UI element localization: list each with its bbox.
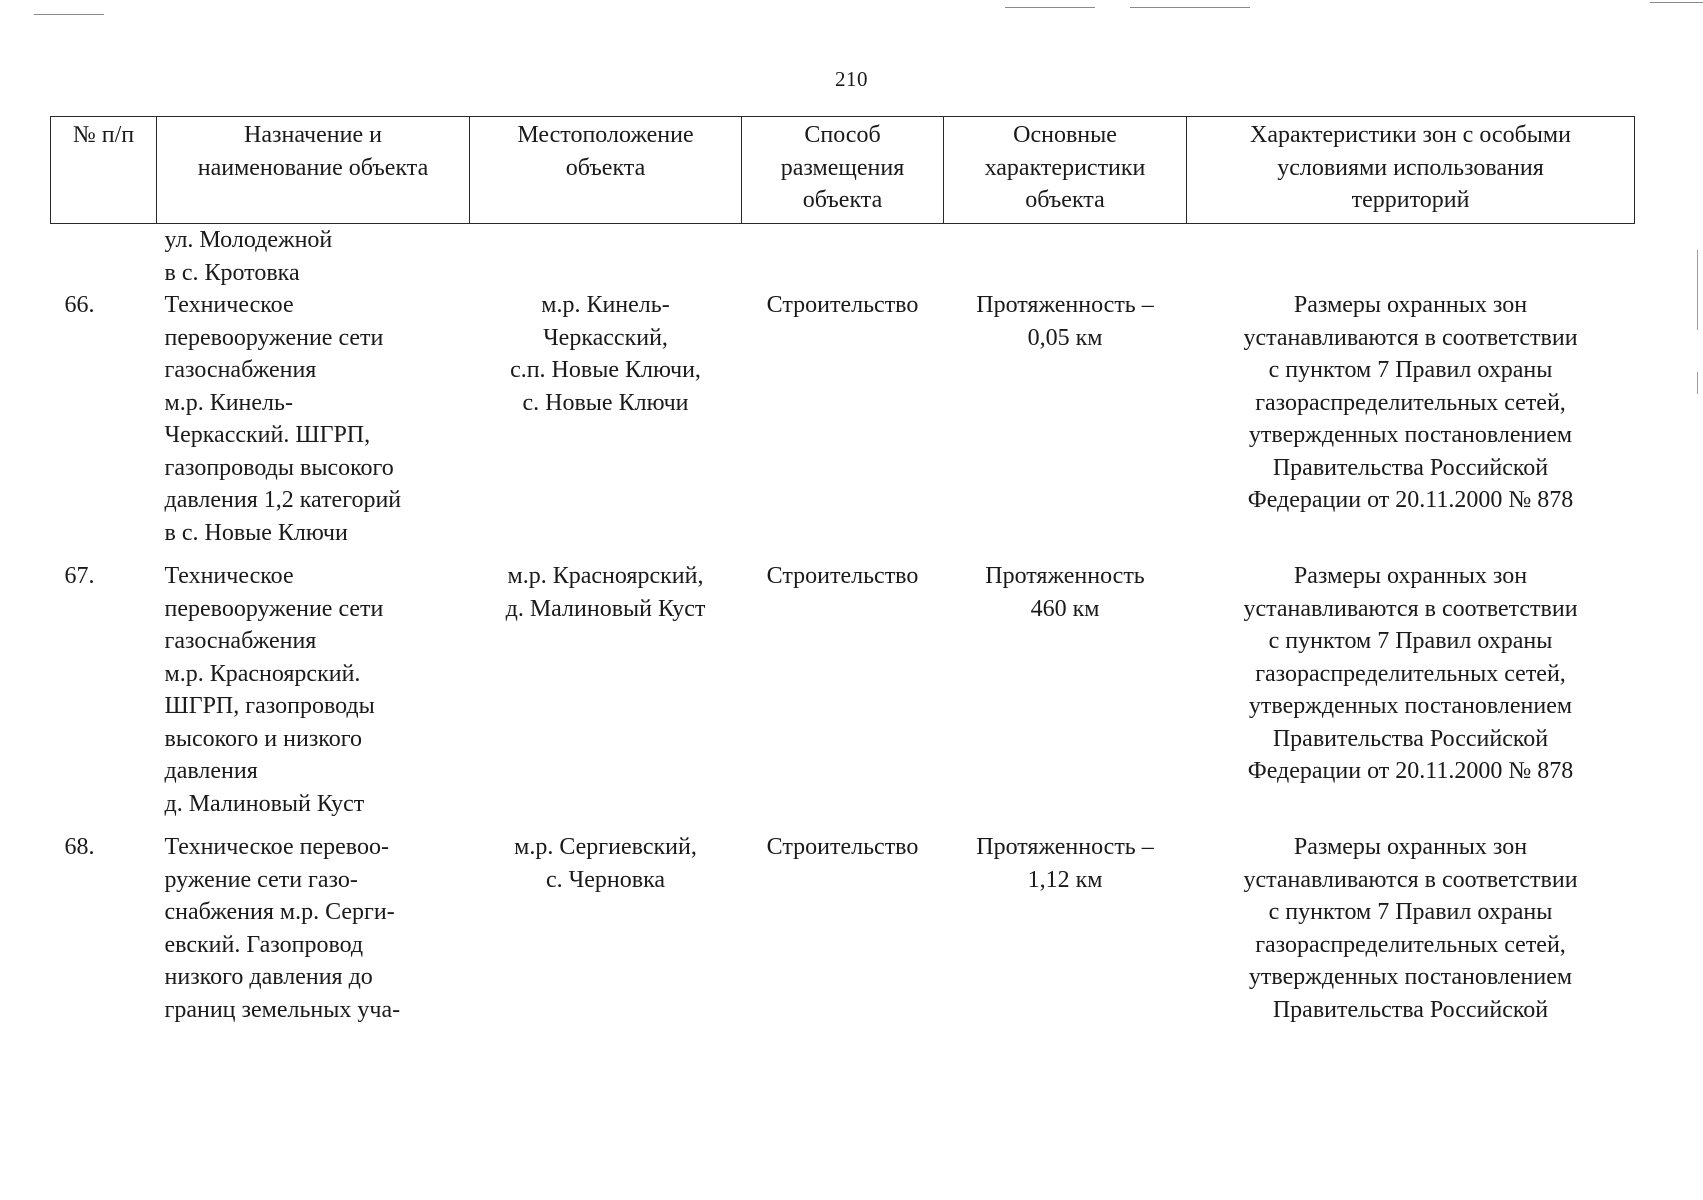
text-line: утвержденных постановлением bbox=[1248, 422, 1573, 448]
text-line: утвержденных постановлением bbox=[1248, 964, 1573, 990]
header-num: № п/п bbox=[51, 117, 157, 224]
text-line: с.п. Новые Ключи, bbox=[510, 357, 701, 383]
text-line: устанавливаются в соответствии bbox=[1243, 866, 1578, 893]
text-line: Размеры охранных зон bbox=[1293, 834, 1528, 860]
cell-method bbox=[742, 289, 944, 560]
text-line: объекта bbox=[802, 187, 883, 213]
cell-name bbox=[157, 831, 470, 1037]
text-line: территорий bbox=[1351, 187, 1470, 213]
cell-num: 66. bbox=[64, 292, 95, 318]
text-line: перевооружение сети bbox=[164, 324, 384, 351]
text-line: с пунктом 7 Правил охраны bbox=[1268, 899, 1553, 925]
text-line: д. Малиновый Куст bbox=[505, 595, 706, 622]
text-line: Техническое bbox=[164, 563, 294, 589]
text-line: размещения bbox=[780, 154, 905, 181]
text-line: устанавливаются в соответствии bbox=[1243, 595, 1578, 622]
text-line: газопроводы высокого bbox=[164, 454, 394, 481]
text-line: утвержденных постановлением bbox=[1248, 693, 1573, 719]
cell-name bbox=[157, 560, 470, 831]
text-line: м.р. Красноярский, bbox=[507, 563, 704, 589]
text-line: устанавливаются в соответствии bbox=[1243, 324, 1578, 351]
cell-method bbox=[742, 831, 944, 1037]
text-line: объекта bbox=[565, 154, 646, 181]
scan-artifact-top-left bbox=[34, 14, 104, 15]
text-line: в с. Кротовка bbox=[164, 259, 300, 286]
text-line: перевооружение сети bbox=[164, 595, 384, 622]
text-line: д. Малиновый Куст bbox=[164, 790, 365, 817]
text-line: Черкасский. ШГРП, bbox=[164, 422, 371, 448]
cell-num bbox=[51, 224, 157, 290]
scan-artifact-top-center-2 bbox=[1130, 7, 1250, 8]
table-row bbox=[51, 831, 1635, 1037]
header-name bbox=[157, 117, 470, 224]
cell-zones bbox=[1187, 224, 1635, 290]
text-line: снабжения м.р. Серги- bbox=[164, 899, 395, 925]
cell-location bbox=[470, 560, 742, 831]
text-line: объекта bbox=[1025, 187, 1105, 213]
text-line: Размеры охранных зон bbox=[1293, 292, 1528, 318]
text-line: Правительства Российской bbox=[1272, 996, 1549, 1023]
cell-zones bbox=[1187, 831, 1635, 1037]
text-line: ул. Молодежной bbox=[164, 227, 333, 253]
text-line: Строительство bbox=[766, 292, 919, 318]
cell-num: 67. bbox=[64, 563, 95, 589]
text-line: с пунктом 7 Правил охраны bbox=[1268, 357, 1553, 383]
text-line: Протяженность bbox=[985, 563, 1145, 589]
table-row bbox=[51, 289, 1635, 560]
text-line: газораспределительных сетей, bbox=[1255, 660, 1566, 687]
text-line: низкого давления до bbox=[164, 964, 373, 990]
scan-artifact-right-edge bbox=[1697, 250, 1698, 330]
text-line: ШГРП, газопроводы bbox=[164, 693, 375, 719]
header-location bbox=[470, 117, 742, 224]
text-line: Протяженность – bbox=[976, 292, 1154, 318]
text-line: м.р. Кинель- bbox=[541, 292, 670, 318]
text-line: 460 км bbox=[1030, 595, 1100, 622]
text-line: в с. Новые Ключи bbox=[164, 519, 348, 546]
text-line: Строительство bbox=[766, 563, 919, 589]
text-line: Строительство bbox=[766, 834, 919, 860]
text-line: Характеристики зон с особыми bbox=[1250, 122, 1571, 148]
text-line: Правительства Российской bbox=[1272, 725, 1549, 752]
cell-zones bbox=[1187, 289, 1635, 560]
text-line: Назначение и bbox=[244, 122, 382, 148]
text-line: газоснабжения bbox=[164, 357, 317, 383]
header-method bbox=[742, 117, 944, 224]
cell-characteristics bbox=[944, 560, 1187, 831]
text-line: Протяженность – bbox=[976, 834, 1154, 860]
text-line: условиями использования bbox=[1277, 154, 1544, 181]
text-line: м.р. Красноярский. bbox=[164, 660, 361, 687]
objects-table bbox=[50, 116, 1635, 1037]
text-line: газораспределительных сетей, bbox=[1255, 389, 1566, 416]
header-characteristics bbox=[944, 117, 1187, 224]
cell-zones bbox=[1187, 560, 1635, 831]
text-line: давления 1,2 категорий bbox=[164, 487, 402, 513]
cell-location bbox=[470, 831, 742, 1037]
table-row-continuation bbox=[51, 224, 1635, 290]
table-header-row bbox=[51, 117, 1635, 224]
table-row bbox=[51, 560, 1635, 831]
page-number: 210 bbox=[835, 67, 868, 91]
text-line: газораспределительных сетей, bbox=[1255, 931, 1566, 958]
text-line: с. Новые Ключи bbox=[522, 389, 689, 416]
text-line: евский. Газопровод bbox=[164, 931, 364, 958]
text-line: ружение сети газо- bbox=[164, 866, 358, 893]
text-line: наименование объекта bbox=[197, 154, 429, 181]
text-line: характеристики bbox=[984, 154, 1146, 181]
scan-artifact-top-right bbox=[1650, 2, 1703, 3]
text-line: Способ bbox=[804, 122, 881, 148]
scan-artifact-top-center bbox=[1005, 7, 1095, 8]
text-line: Федерации от 20.11.2000 № 878 bbox=[1247, 487, 1574, 513]
text-line: Размеры охранных зон bbox=[1293, 563, 1528, 589]
text-line: Основные bbox=[1013, 122, 1117, 148]
cell-location bbox=[470, 224, 742, 290]
cell-characteristics bbox=[944, 289, 1187, 560]
cell-characteristics bbox=[944, 224, 1187, 290]
text-line: с пунктом 7 Правил охраны bbox=[1268, 628, 1553, 654]
text-line: давления bbox=[164, 758, 258, 784]
text-line: Федерации от 20.11.2000 № 878 bbox=[1247, 758, 1574, 784]
text-line: Местоположение bbox=[517, 122, 694, 148]
text-line: Черкасский, bbox=[543, 324, 668, 351]
cell-characteristics bbox=[944, 831, 1187, 1037]
text-line: м.р. Кинель- bbox=[164, 389, 293, 416]
text-line: Техническое перевоо- bbox=[164, 834, 389, 860]
cell-method bbox=[742, 224, 944, 290]
scan-artifact-right-edge-2 bbox=[1697, 372, 1698, 394]
header-zones bbox=[1187, 117, 1635, 224]
text-line: 1,12 км bbox=[1027, 866, 1103, 893]
text-line: Правительства Российской bbox=[1272, 454, 1549, 481]
text-line: м.р. Сергиевский, bbox=[514, 834, 697, 860]
cell-method bbox=[742, 560, 944, 831]
text-line: высокого и низкого bbox=[164, 725, 362, 752]
text-line: газоснабжения bbox=[164, 628, 317, 654]
text-line: границ земельных уча- bbox=[164, 996, 401, 1023]
cell-num: 68. bbox=[64, 834, 95, 860]
cell-location bbox=[470, 289, 742, 560]
text-line: с. Черновка bbox=[545, 866, 666, 893]
cell-name bbox=[157, 224, 470, 290]
cell-name bbox=[157, 289, 470, 560]
text-line: 0,05 км bbox=[1027, 324, 1103, 351]
text-line: Техническое bbox=[164, 292, 294, 318]
